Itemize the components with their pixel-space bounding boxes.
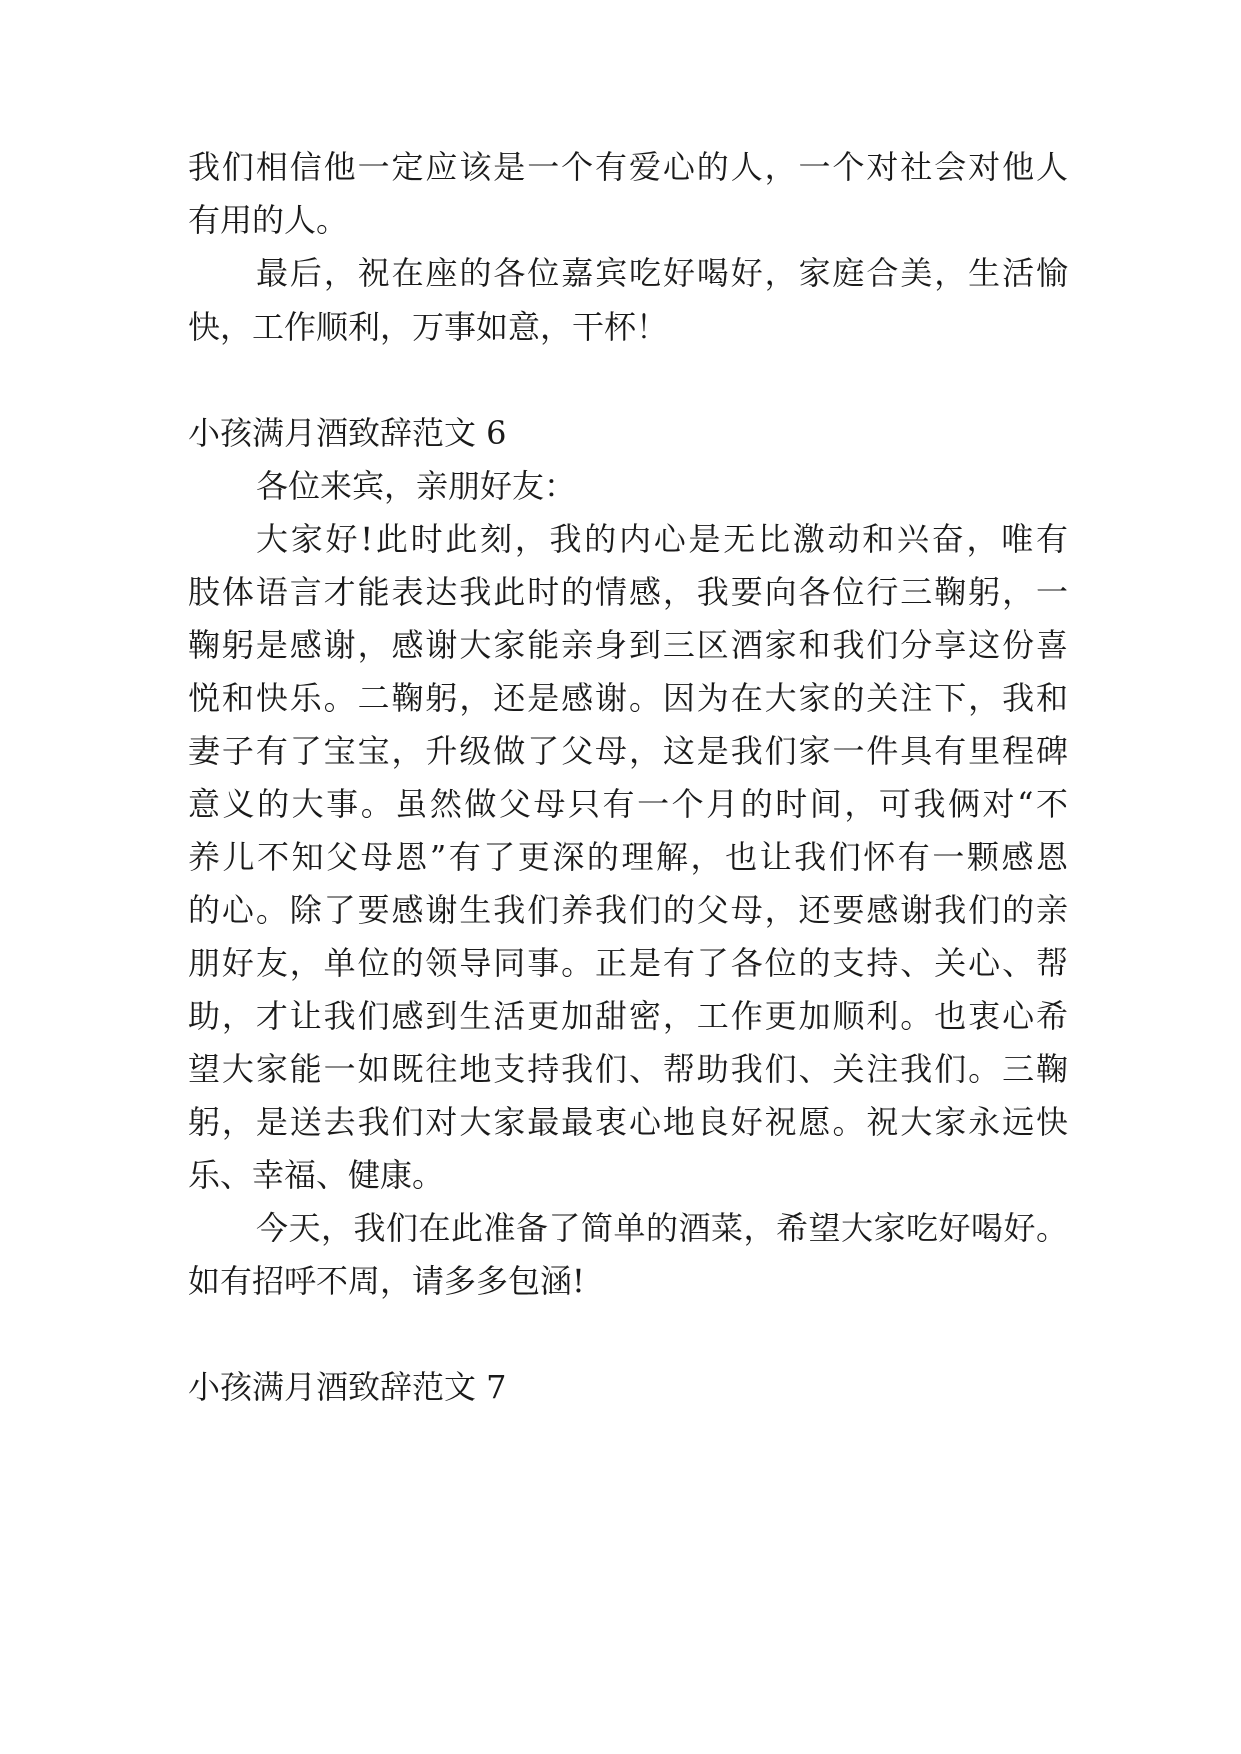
- text-line: 朋好友，单位的领导同事。正是有了各位的支持、关心、帮: [188, 944, 1068, 982]
- text-line: 乐、幸福、健康。: [188, 1156, 445, 1194]
- text-line: 我们相信他一定应该是一个有爱心的人，一个对社会对他人: [188, 148, 1068, 186]
- text-line: 躬，是送去我们对大家最最衷心地良好祝愿。祝大家永远快: [188, 1103, 1068, 1141]
- text-line: 望大家能一如既往地支持我们、帮助我们、关注我们。三鞠: [188, 1050, 1068, 1088]
- section-heading: 小孩满月酒致辞范文 7: [188, 1368, 507, 1406]
- text-line: 最后，祝在座的各位嘉宾吃好喝好，家庭合美，生活愉: [256, 254, 1068, 292]
- text-line: 有用的人。: [188, 201, 349, 239]
- text-line: 快，工作顺利，万事如意，干杯！: [188, 308, 669, 346]
- text-line: 肢体语言才能表达我此时的情感，我要向各位行三鞠躬，一: [188, 573, 1068, 611]
- text-line: 意义的大事。虽然做父母只有一个月的时间，可我俩对“不: [188, 785, 1068, 823]
- text-line: 妻子有了宝宝，升级做了父母，这是我们家一件具有里程碑: [188, 732, 1068, 770]
- text-line: 如有招呼不周，请多多包涵!: [188, 1262, 585, 1300]
- salutation: 各位来宾，亲朋好友：: [256, 467, 577, 505]
- text-line: 鞠躬是感谢，感谢大家能亲身到三区酒家和我们分享这份喜: [188, 626, 1068, 664]
- text-line: 今天，我们在此准备了简单的酒菜，希望大家吃好喝好。: [256, 1209, 1068, 1247]
- text-line: 悦和快乐。二鞠躬，还是感谢。因为在大家的关注下，我和: [188, 679, 1068, 717]
- text-line: 养儿不知父母恩”有了更深的理解，也让我们怀有一颗感恩: [188, 838, 1068, 876]
- text-line: 的心。除了要感谢生我们养我们的父母，还要感谢我们的亲: [188, 891, 1068, 929]
- text-line: 助，才让我们感到生活更加甜密，工作更加顺利。也衷心希: [188, 997, 1068, 1035]
- section-heading: 小孩满月酒致辞范文 6: [188, 414, 507, 452]
- text-line: 大家好!此时此刻，我的内心是无比激动和兴奋，唯有: [256, 520, 1068, 558]
